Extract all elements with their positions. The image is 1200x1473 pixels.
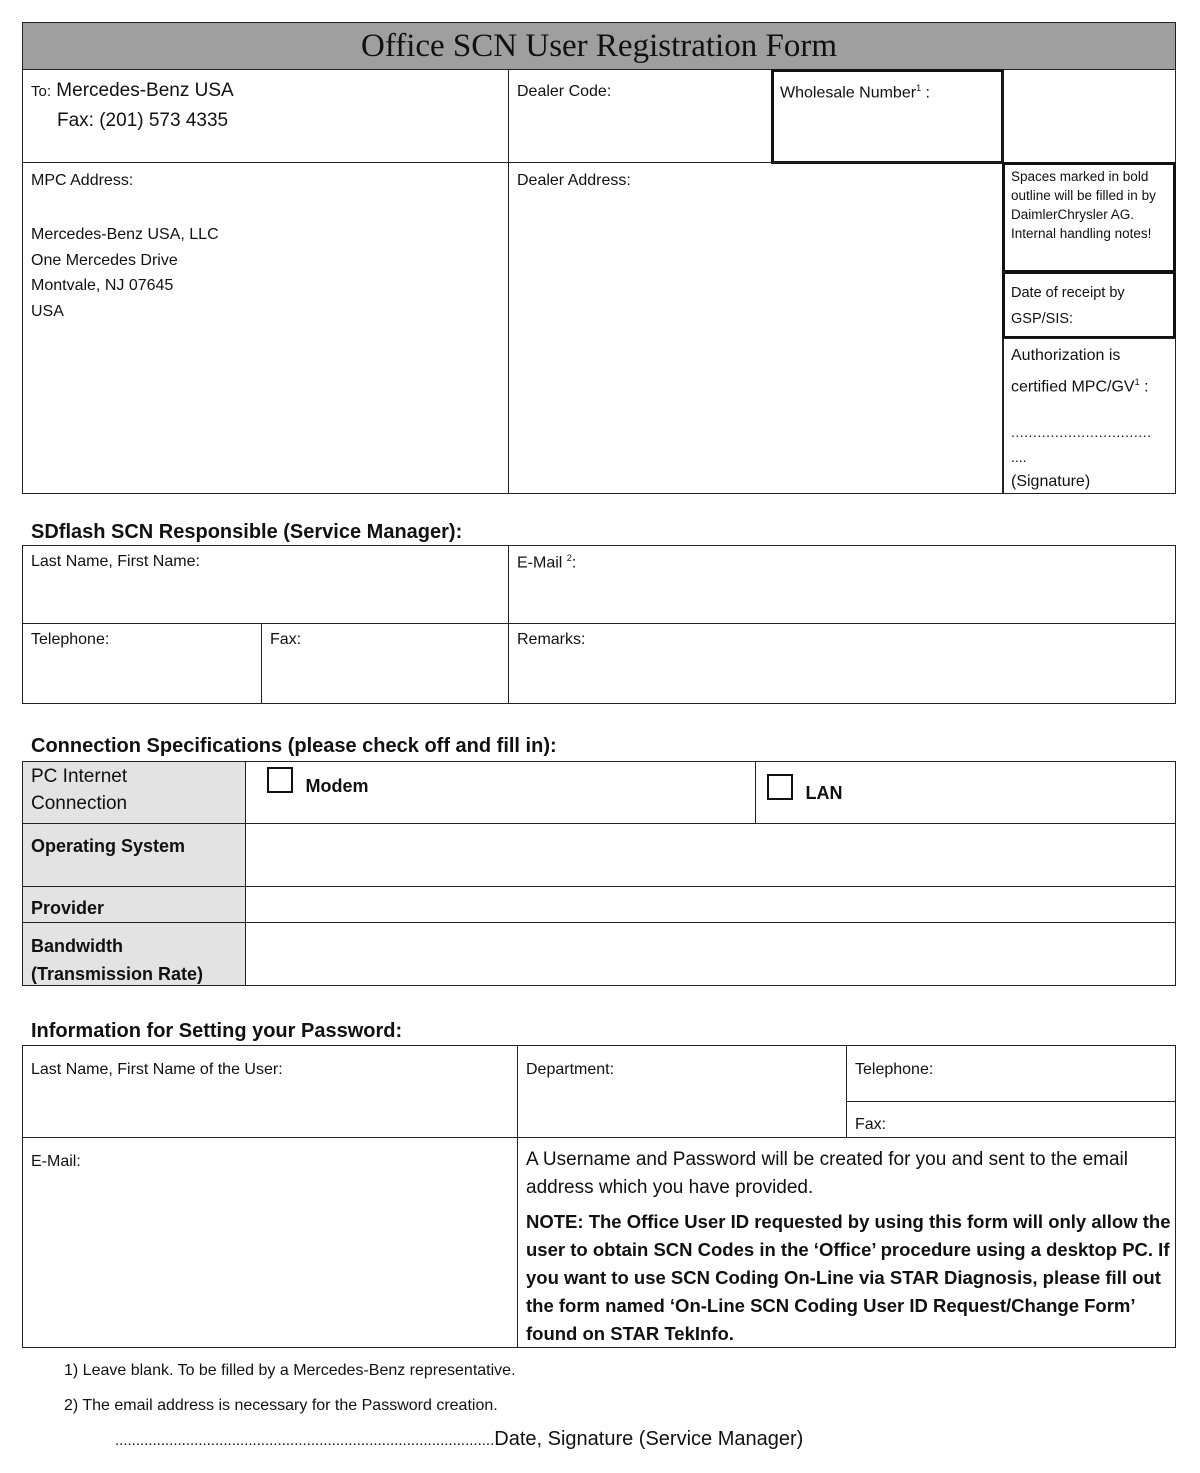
connection-heading: Connection Specifications (please check off and fill in): [31, 735, 557, 757]
responsible-heading: SDflash SCN Responsible (Service Manager): [31, 521, 463, 543]
user-name-label: Last Name, First Name of the User: [31, 1061, 283, 1078]
user-fax-label: Fax: [855, 1116, 887, 1133]
authorization-colon: : [1144, 378, 1149, 396]
mpc-address-line: Mercedes-Benz USA, LLC [31, 226, 219, 243]
modem-checkbox[interactable] [267, 767, 293, 793]
lan-label: LAN [805, 783, 843, 804]
responsible-email-label [517, 553, 576, 572]
signature-dots: ................................ [1011, 424, 1152, 440]
footnote-1: 1) Leave blank. To be filled by a Mercedes-Benz representative. [64, 1362, 516, 1379]
wholesale-number-label [780, 83, 930, 102]
dealer-address-label: Dealer Address: [517, 172, 631, 189]
to-line [31, 80, 234, 102]
mpc-address-block [31, 222, 219, 324]
email-colon: : [571, 554, 577, 572]
user-email-cell[interactable] [22, 1137, 518, 1348]
to-prefix: To: [31, 83, 52, 100]
password-note-text: NOTE: The Office User ID requested by using this form will only allow the user to obtain SCN Codes in the ‘Office’ procedure using a desktop PC. If you want to use SCN Coding On-Line via STAR Diagnosis, please fill out the form named ‘On-Line SCN Coding User ID Request/Change Form’ found on STAR TekInfo. [526, 1211, 1171, 1344]
modem-option[interactable] [267, 767, 368, 797]
footnote-ref-1: 1 [916, 83, 922, 93]
responsible-remarks-label: Remarks: [517, 631, 586, 648]
user-name-cell[interactable] [22, 1045, 518, 1138]
provider-label: Provider [31, 898, 105, 918]
authorization-text: Authorization is certified MPC/GV [1011, 347, 1135, 396]
signature-label: (Signature) [1011, 473, 1091, 490]
header-blank-cell [1002, 69, 1176, 163]
signature-line-dots: ........................................................................................... [115, 1432, 495, 1449]
mpc-address-line: Montvale, NJ 07645 [31, 277, 174, 294]
receipt-date-label: Date of receipt by GSP/SIS: [1011, 285, 1125, 327]
info-note-text [526, 1146, 1171, 1348]
lan-checkbox[interactable] [767, 774, 793, 800]
user-fax-cell[interactable] [846, 1101, 1176, 1138]
os-label: Operating System [31, 836, 186, 856]
provider-input-cell[interactable] [245, 886, 1176, 923]
to-fax: Fax: (201) 573 4335 [57, 110, 229, 131]
authorization-label [1011, 343, 1171, 400]
footnote-2: 2) The email address is necessary for the Password creation. [64, 1397, 498, 1414]
wholesale-text: Wholesale Number [780, 84, 917, 102]
responsible-telephone-label: Telephone: [31, 631, 110, 648]
modem-label: Modem [305, 776, 369, 797]
mpc-address-line: One Mercedes Drive [31, 251, 178, 269]
responsible-fax-label: Fax: [270, 631, 302, 648]
department-cell[interactable] [517, 1045, 847, 1138]
bandwidth-label: Bandwidth (Transmission Rate) [31, 936, 204, 984]
mpc-address-cell [22, 162, 509, 494]
lan-option[interactable] [767, 774, 842, 804]
form-title: Office SCN User Registration Form [22, 22, 1176, 70]
department-label: Department: [526, 1061, 615, 1078]
responsible-email-cell[interactable] [508, 545, 1176, 624]
mpc-address-label: MPC Address: [31, 172, 134, 189]
bandwidth-input-cell[interactable] [245, 922, 1176, 986]
dealer-code-label: Dealer Code: [517, 83, 612, 100]
mpc-address-line: USA [31, 302, 64, 320]
responsible-name-label: Last Name, First Name: [31, 553, 200, 570]
responsible-remarks-cell[interactable] [508, 623, 1176, 704]
os-input-cell[interactable] [245, 823, 1176, 887]
user-telephone-label: Telephone: [855, 1061, 934, 1078]
dealer-address-cell[interactable] [508, 162, 1004, 494]
password-heading: Information for Setting your Password: [31, 1020, 403, 1042]
wholesale-colon: : [925, 84, 930, 102]
user-email-label: E-Mail: [31, 1153, 81, 1170]
password-info-text: A Username and Password will be created for you and sent to the email address which you have provided. [526, 1149, 1128, 1198]
pc-internet-label: PC Internet Connection [31, 766, 128, 814]
to-name: Mercedes-Benz USA [56, 80, 234, 101]
signature-line-label: Date, Signature (Service Manager) [494, 1428, 804, 1450]
internal-note-text: Spaces marked in bold outline will be filled in by DaimlerChrysler AG. Internal handling notes! [1011, 169, 1156, 241]
footnote-ref-1: 1 [1134, 377, 1140, 387]
signature-dots-continued: .... [1011, 449, 1027, 465]
service-manager-signature [115, 1428, 803, 1451]
email-text: E-Mail [517, 554, 563, 572]
footnote-ref-2: 2 [566, 553, 572, 563]
